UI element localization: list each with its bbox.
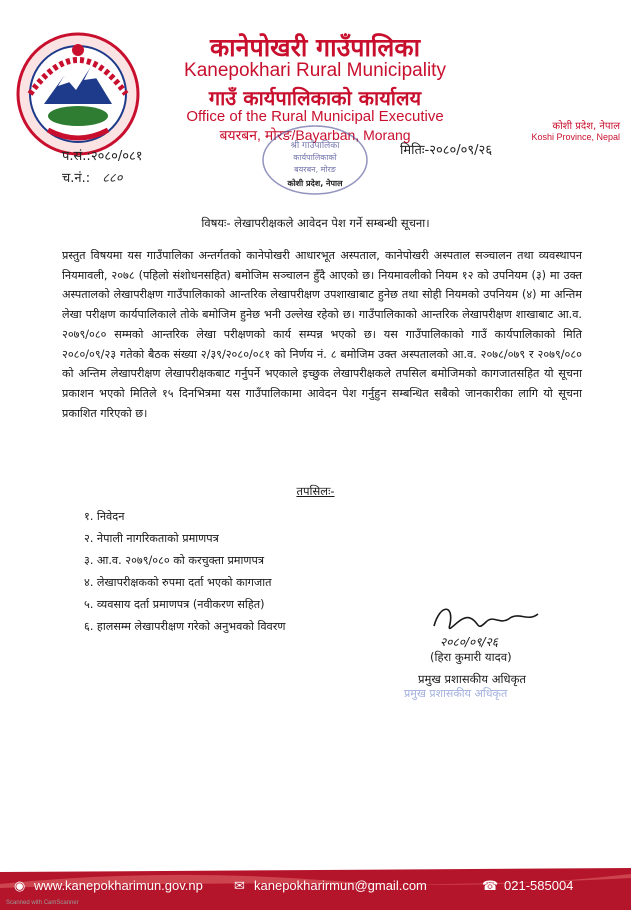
municipality-name-nepali: कानेपोखरी गाउँपालिका (209, 33, 421, 62)
subject-line: विषयः- लेखापरीक्षकले आवेदन पेश गर्ने सम्बन्धी सूचना। (201, 216, 430, 230)
province-nepali: कोशी प्रदेश, नेपाल (552, 121, 620, 132)
globe-icon: ◉ (14, 878, 26, 893)
document-list (84, 506, 285, 638)
notice-body: प्रस्तुत विषयमा यस गाउँपालिका अन्तर्गतको कानेपोखरी आधारभूत अस्पताल, कानेपोखरी अस्पताल सञ्चालन तथा व्यवस्थापन नियमावली, २०७८ (पहिलो संशोधनसहित) बमोजिम सञ्चालन हुँदै आएको छ। नियमावलीको नियम १२ को उपनियम (३) मा उक्त अस्पतालको लेखापरीक्षण गाउँपालिकाको आन्तरिक लेखापरीक्षण उपशाखाबाट हुनेछ तथा सोही नियमको उपनियम (४) मा अन्तिम लेखा परीक्षण कार्यपालिकाले तोके बमोजिम हुनेछ भनी उल्लेख रहेको छ। गाउँपालिकाको आन्तरिक लेखापरीक्षण शाखाबाट आ.व. २०७९/०८० सम्मको आन्तरिक लेखा परीक्षणको कार्य सम्पन्न भएको छ। यस गाउँपालिकाको गाउँ कार्यपालिकाको मिति २०८०/०९/२३ गतेको बैठक संख्या २/३९/२०८०/०८१ को निर्णय नं. ८ बमोजिम उक्त अस्पतालको आ.व. २०७८/०७९ र २०७९/०८० को अन्तिम लेखापरीक्षण लेखापरीक्षकबाट गर्नुपर्ने भएकाले इच्छुक लेखापरीक्षकले तपसिल बमोजिमको कागजातसहित यो सूचना प्रकाशन भएको मितिले १५ दिनभित्रमा यस गाउँपालिकामा आवेदन पेश गर्नुहुन सम्बन्धित सबैको जानकारीका लागि यो सूचना प्रकाशित गरिएको छ। (62, 249, 582, 420)
list-title: तपसिलः- (296, 484, 335, 498)
stamp-line-3: बयरबन, मोरङ (294, 165, 336, 174)
list-item: ४. लेखापरीक्षकको रुपमा दर्ता भएको कागजात (84, 576, 272, 589)
footer-band (0, 864, 631, 910)
footer-website: www.kanepokharimun.gov.np (34, 878, 203, 893)
signatory-name: (हिरा कुमारी यादव) (430, 650, 512, 664)
designation-stamp: प्रमुख प्रशासकीय अधिकृत (404, 687, 508, 700)
list-item: ६. हालसम्म लेखापरीक्षण गरेको अनुभवको विवरण (84, 620, 286, 633)
municipality-name-english: Kanepokhari Rural Municipality (184, 60, 446, 81)
office-name-english: Office of the Rural Municipal Executive (186, 108, 444, 125)
office-stamp (240, 118, 390, 198)
stamp-line-2: कार्यपालिकाको (293, 153, 337, 162)
dispatch-label: च.नं.: (62, 171, 91, 186)
municipality-emblem (14, 30, 142, 158)
office-address: बयरबन, मोरङ/Bayarban, Morang (219, 127, 411, 143)
signatory-role: प्रमुख प्रशासकीय अधिकृत (418, 672, 526, 686)
office-name-nepali: गाउँ कार्यपालिकाको कार्यालय (208, 86, 422, 110)
footer-phone: 021-585004 (504, 878, 574, 893)
signature (420, 596, 550, 658)
email-icon: ✉ (234, 878, 245, 893)
scanner-watermark: Scanned with CamScanner (6, 900, 79, 906)
list-item: ३. आ.व. २०७९/०८० को करचुक्ता प्रमाणपत्र (84, 554, 265, 567)
reference-number: प.सं.:२०८०/०८१ (62, 149, 143, 164)
stamp-line-4: कोशी प्रदेश, नेपाल (287, 179, 343, 188)
dispatch-value: ८८० (102, 171, 123, 186)
province-english: Koshi Province, Nepal (531, 132, 620, 142)
stamp-line-1: श्री गाउँपालिका (290, 141, 340, 151)
phone-icon: ☎ (482, 878, 499, 893)
list-item: २. नेपाली नागरिकताको प्रमाणपत्र (84, 532, 219, 545)
footer-email: kanepokharirmun@gmail.com (254, 878, 427, 893)
letter-date: मितिः-२०८०/०९/२६ (400, 143, 493, 158)
signature-date: २०८०/०९/२६ (440, 635, 499, 649)
dispatch-number (62, 168, 123, 186)
list-item: १. निवेदन (84, 510, 125, 523)
list-item: ५. व्यवसाय दर्ता प्रमाणपत्र (नवीकरण सहित) (84, 598, 265, 611)
